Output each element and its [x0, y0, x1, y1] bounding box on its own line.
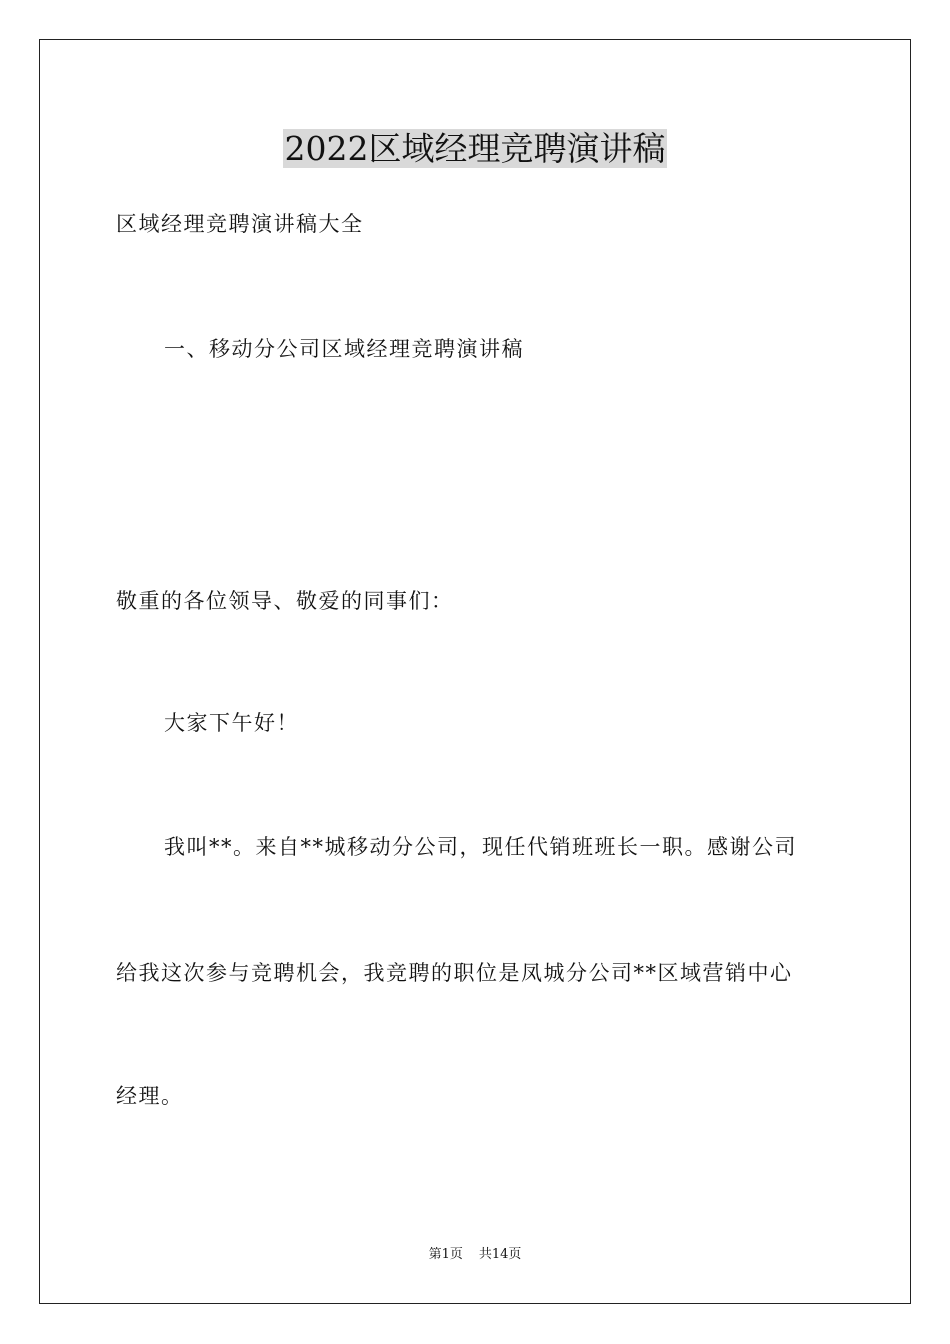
document-title-text: 2022区域经理竞聘演讲稿: [284, 129, 666, 168]
page-total: 共14页: [478, 1247, 522, 1262]
page-footer: [0, 1246, 950, 1264]
section-heading: 一、移动分公司区域经理竞聘演讲稿: [164, 337, 524, 361]
greeting-paragraph: 大家下午好！: [164, 711, 299, 735]
salutation-paragraph: 敬重的各位领导、敬爱的同事们：: [116, 589, 454, 613]
page-number: 第1页: [428, 1247, 463, 1262]
document-title: [0, 127, 950, 171]
subtitle-paragraph: 区域经理竞聘演讲稿大全: [116, 212, 364, 236]
body-paragraph-line: 我叫**。来自**城移动分公司，现任代销班班长一职。感谢公司: [164, 835, 797, 859]
body-paragraph-line: 给我这次参与竞聘机会，我竞聘的职位是凤城分公司**区域营销中心: [116, 961, 793, 985]
body-paragraph-line: 经理。: [116, 1084, 184, 1108]
